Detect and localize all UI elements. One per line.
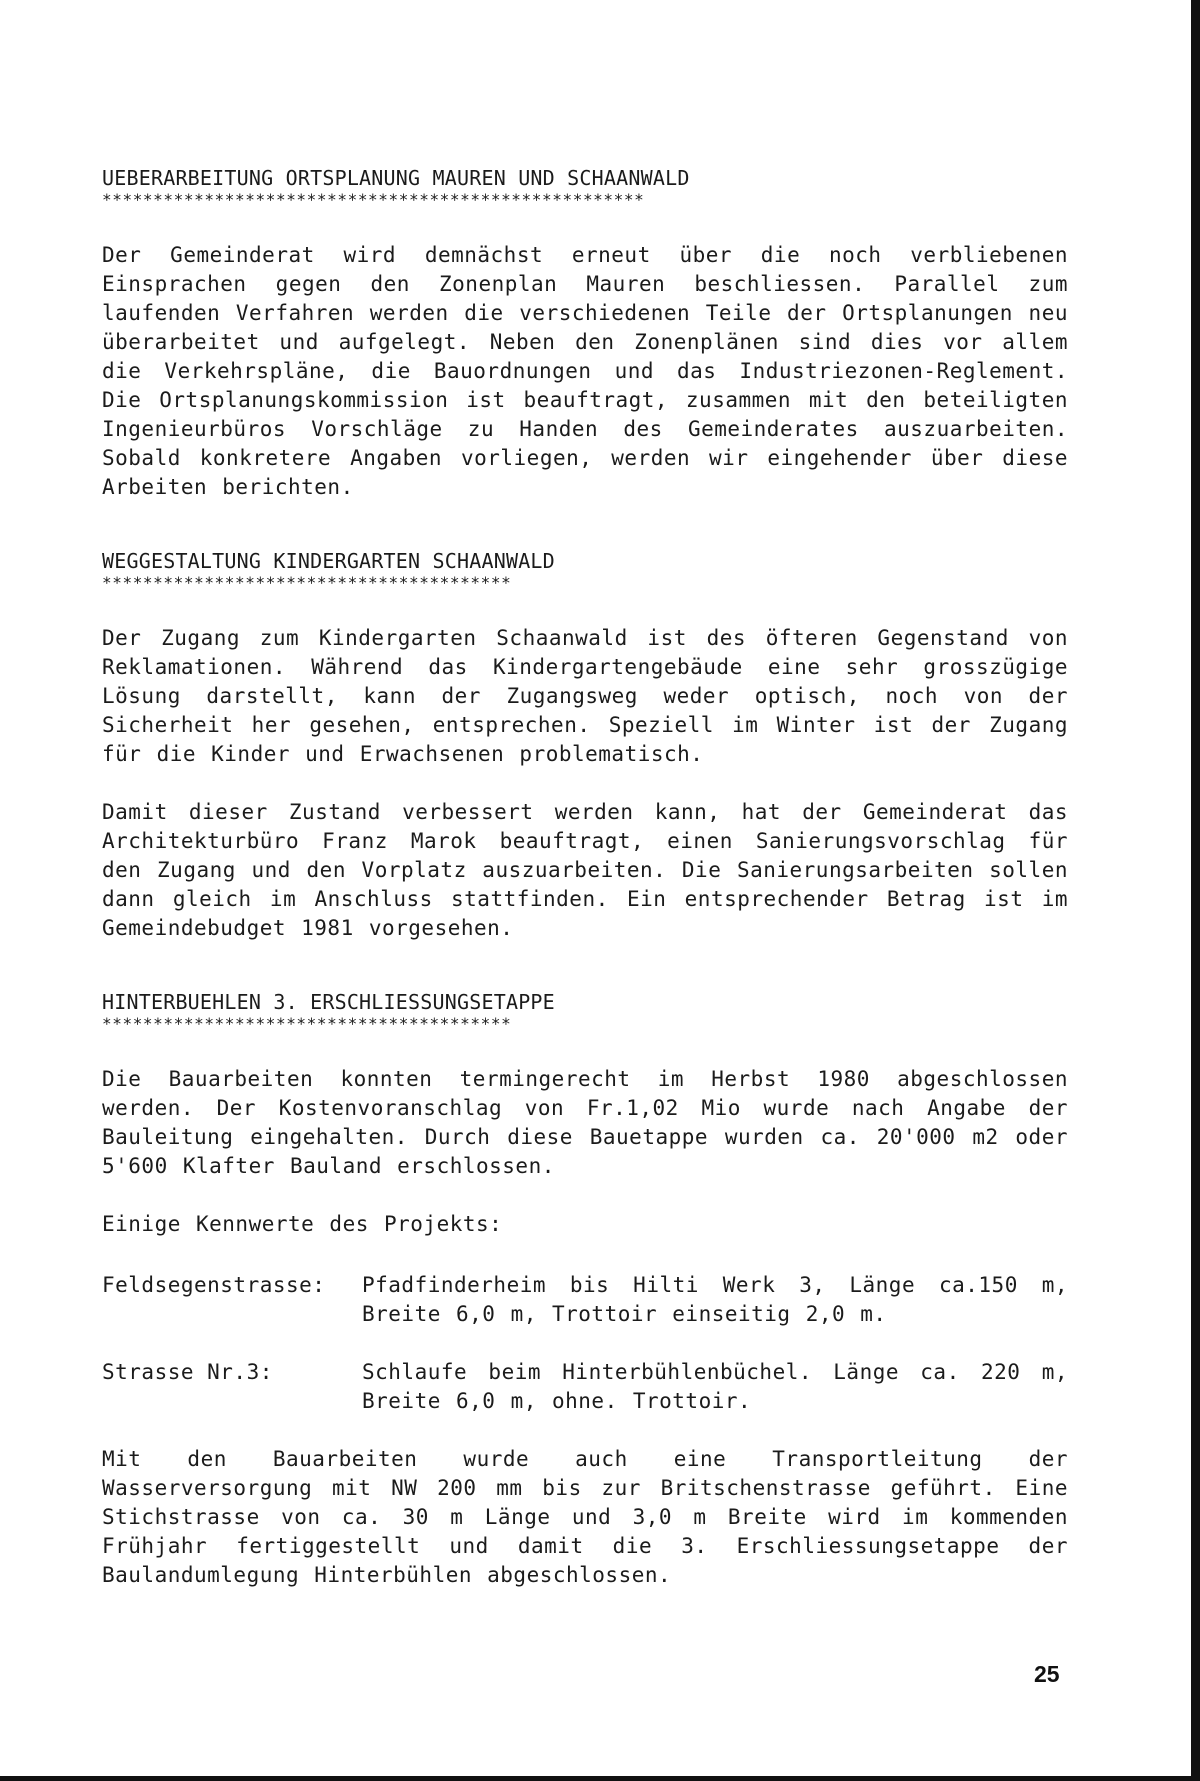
section-underline-stars: **************************************** [102,1015,512,1033]
paragraph-kennwerte-intro: Einige Kennwerte des Projekts: [102,1212,503,1236]
spec-text: Schlaufe beim Hinterbühlenbüchel. Länge ca. 220 m, Breite 6,0 m, ohne. Trottoir. [362,1360,1068,1413]
paragraph-hinterbuehlen-bauarbeiten: Die Bauarbeiten konnten termingerecht im Herbst 1980 abgeschlossen werden. Der Kostenvoranschlag von Fr.1,02 Mio wurde nach Angabe der Bauleitung eingehalten. Durch diese Bauetappe wurden ca. 20'000 m2 oder 5'600 Klafter Bauland erschlossen. [102,1067,1068,1178]
spec-row-feldsegenstrasse [102,1271,1068,1329]
spec-label: Feldsegenstrasse: [102,1273,326,1297]
section-underline-stars: **************************************** [102,574,512,592]
paragraph-ortsplanung: Der Gemeinderat wird demnächst erneut über die noch verbliebenen Einsprachen gegen den Zonenplan Mauren beschliessen. Parallel zum laufenden Verfahren werden die verschiedenen Teile der Ortsplanungen neu überarbeitet und aufgelegt. Neben den Zonenplänen sind dies vor allem die Verkehrspläne, die Bauordnungen und das Industriezonen-Reglement. Die Ortsplanungskommission ist beauftragt, zusammen mit den beteiligten Ingenieurbüros Vorschläge zu Handen des Gemeinderates auszuarbeiten. Sobald konkretere Angaben vorliegen, werden wir eingehender über diese Arbeiten berichten. [102,243,1068,499]
paragraph-wasserversorgung: Mit den Bauarbeiten wurde auch eine Transportleitung der Wasserversorgung mit NW 200 mm bis zur Britschenstrasse geführt. Eine Stichstrasse von ca. 30 m Länge und 3,0 m Breite wird im kommenden Frühjahr fertiggestellt und damit die 3. Erschliessungsetappe der Baulandumlegung Hinterbühlen abgeschlossen. [102,1447,1068,1587]
scan-edge-right [1191,0,1200,1781]
page-content [102,165,1068,1590]
spec-row-strasse-nr3 [102,1358,1068,1416]
paragraph-kindergarten-zugang: Der Zugang zum Kindergarten Schaanwald ist des öfteren Gegenstand von Reklamationen. Während das Kindergartengebäude eine sehr grosszügige Lösung darstellt, kann der Zugangsweg weder optisch, noch von der Sicherheit her gesehen, entsprechen. Speziell im Winter ist der Zugang für die Kinder und Erwachsenen problematisch. [102,626,1068,766]
section-underline-stars: ***************************************************** [102,191,645,209]
section-title-hinterbuehlen: HINTERBUEHLEN 3. ERSCHLIESSUNGSETAPPE [102,990,555,1014]
scan-edge-bottom [0,1776,1200,1781]
spec-label: Strasse Nr.3: [102,1360,273,1384]
section-title-ortsplanung: UEBERARBEITUNG ORTSPLANUNG MAUREN UND SCHAANWALD [102,166,690,190]
paragraph-kindergarten-sanierung: Damit dieser Zustand verbessert werden kann, hat der Gemeinderat das Architekturbüro Franz Marok beauftragt, einen Sanierungsvorschlag für den Zugang und den Vorplatz auszuarbeiten. Die Sanierungsarbeiten sollen dann gleich im Anschluss stattfinden. Ein entsprechender Betrag ist im Gemeindebudget 1981 vorgesehen. [102,800,1068,940]
spec-text: Pfadfinderheim bis Hilti Werk 3, Länge ca.150 m, Breite 6,0 m, Trottoir einseitig 2,0 m. [362,1273,1068,1326]
section-title-kindergarten: WEGGESTALTUNG KINDERGARTEN SCHAANWALD [102,549,555,573]
page-number: 25 [1034,1661,1060,1687]
